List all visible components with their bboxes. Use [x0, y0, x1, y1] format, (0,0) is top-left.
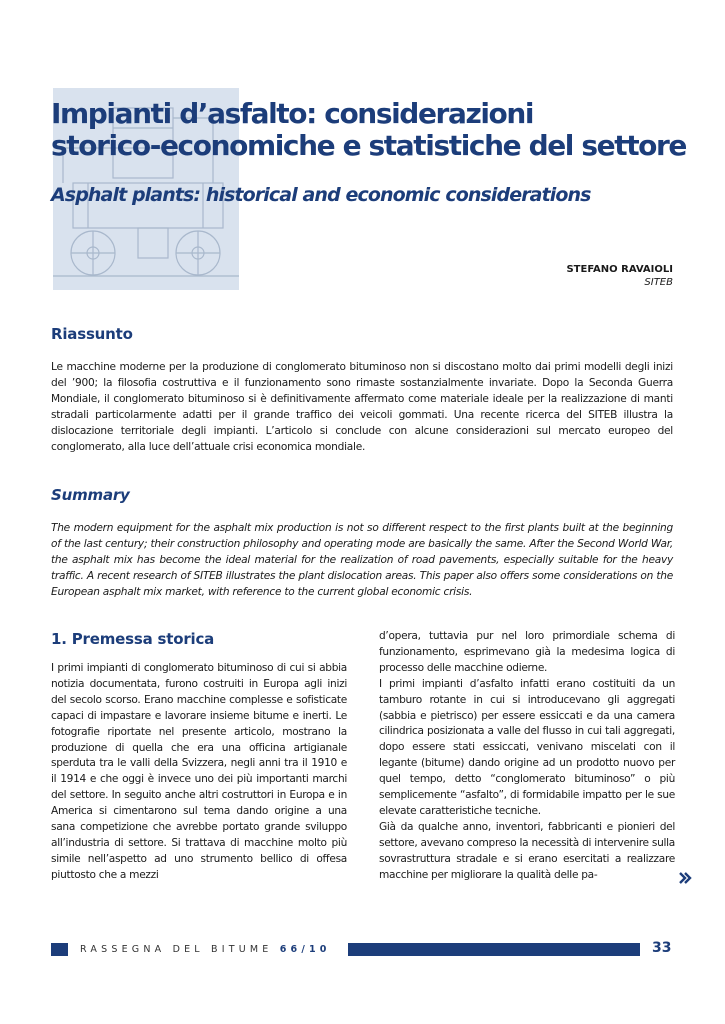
- section-1-heading: 1. Premessa storica: [51, 630, 215, 648]
- author-name: STEFANO RAVAIOLI: [566, 264, 673, 275]
- journal-issue: 66/10: [279, 944, 331, 955]
- author-block: [566, 263, 673, 289]
- footer-bar-right: [348, 943, 640, 956]
- chevron-double-right-icon: [678, 871, 692, 885]
- paragraph: d’opera, tuttavia pur nel loro primordiale schema di funzionamento, esprimevano già la medesima logica di processo delle macchine odierne.: [379, 630, 675, 674]
- summary-text: The modern equipment for the asphalt mix production is not so different respect to the first plants built at the beginning of the last century; their construction philosophy and operating mode are basically the same. After the Second World War, the asphalt mix has become the ideal material for the realization of road pavements, especially suitable for the heavy traffic. A recent research of SITEB illustrates the plant dislocation areas. This paper also offers some considerations on the European asphalt mix market, with reference to the current global economic crisis.: [51, 522, 673, 598]
- footer-bar-left: [51, 943, 68, 956]
- article-title: [51, 98, 691, 162]
- footer-journal: [80, 943, 331, 956]
- riassunto-heading: Riassunto: [51, 325, 133, 343]
- page-number: 33: [652, 940, 672, 956]
- title-line-2: storico-economiche e statistiche del settore: [51, 129, 687, 162]
- journal-name: RASSEGNA DEL BITUME: [80, 944, 273, 955]
- paragraph: Già da qualche anno, inventori, fabbricanti e pionieri del settore, avevano compreso la necessità di intervenire sulla sovrastruttura stradale e si erano esercitati a realizzare macchine per migliorare la qualità delle pa-: [379, 820, 675, 881]
- article-subtitle: Asphalt plants: historical and economic considerations: [51, 184, 591, 206]
- author-affiliation: SITEB: [644, 277, 673, 288]
- riassunto-text: Le macchine moderne per la produzione di conglomerato bituminoso non si discostano molto dai primi modelli degli inizi del ’900; la filosofia costruttiva e il funzionamento sono rimaste sostanzialmente invariate. Dopo la Seconda Guerra Mondiale, il conglomerato bituminoso si è definitivamente affermato come materiale ideale per la realizzazione di manti stradali particolarmente adatti per il grande traffico dei veicoli gommati. Una recente ricerca del SITEB illustra la dislocazione territoriale degli impianti. L’articolo si conclude con alcune considerazioni sul mercato europeo del conglomerato, alla luce dell’attuale crisi economica mondiale.: [51, 361, 673, 453]
- body-column-left: [51, 661, 347, 884]
- paragraph: I primi impianti di conglomerato bituminoso di cui si abbia notizia documentata, furono costruiti in Europa agli inizi del secolo scorso. Erano macchine complesse e sofisticate capaci di impastare e lavorare insieme bitume e inerti. Le fotografie riportate nel presente articolo, mostrano la produzione di quella che era una officina artigianale sperduta tra le valli della Svizzera, negli anni tra il 1910 e il 1914 e che oggi è invece uno dei più importanti marchi del settore. In seguito anche altri costruttori in Europa e in America si cimentarono sul tema dando origine a una sana competizione che avrebbe portato grande sviluppo all’industria di settore. Si trattava di macchine molto più simile nell’aspetto ad uno strumento bellico di offesa piuttosto che a mezzi: [51, 662, 347, 881]
- paragraph: I primi impianti d’asfalto infatti erano costituiti da un tamburo rotante in cui si introducevano gli aggregati (sabbia e pietrisco) per essere essiccati e da una camera cilindrica posizionata a valle del flusso in cui tali aggregati, dopo essere stati essiccati, venivano miscelati con il legante (bitume) dando origine ad un prodotto nuovo per quel tempo, detto “conglomerato bituminoso” o più semplicemente “asfalto”, di formidabile impatto per le sue elevate caratteristiche tecniche.: [379, 677, 675, 817]
- summary-heading: Summary: [51, 486, 130, 504]
- body-column-right: [379, 629, 675, 884]
- title-line-1: Impianti d’asfalto: considerazioni: [51, 97, 534, 130]
